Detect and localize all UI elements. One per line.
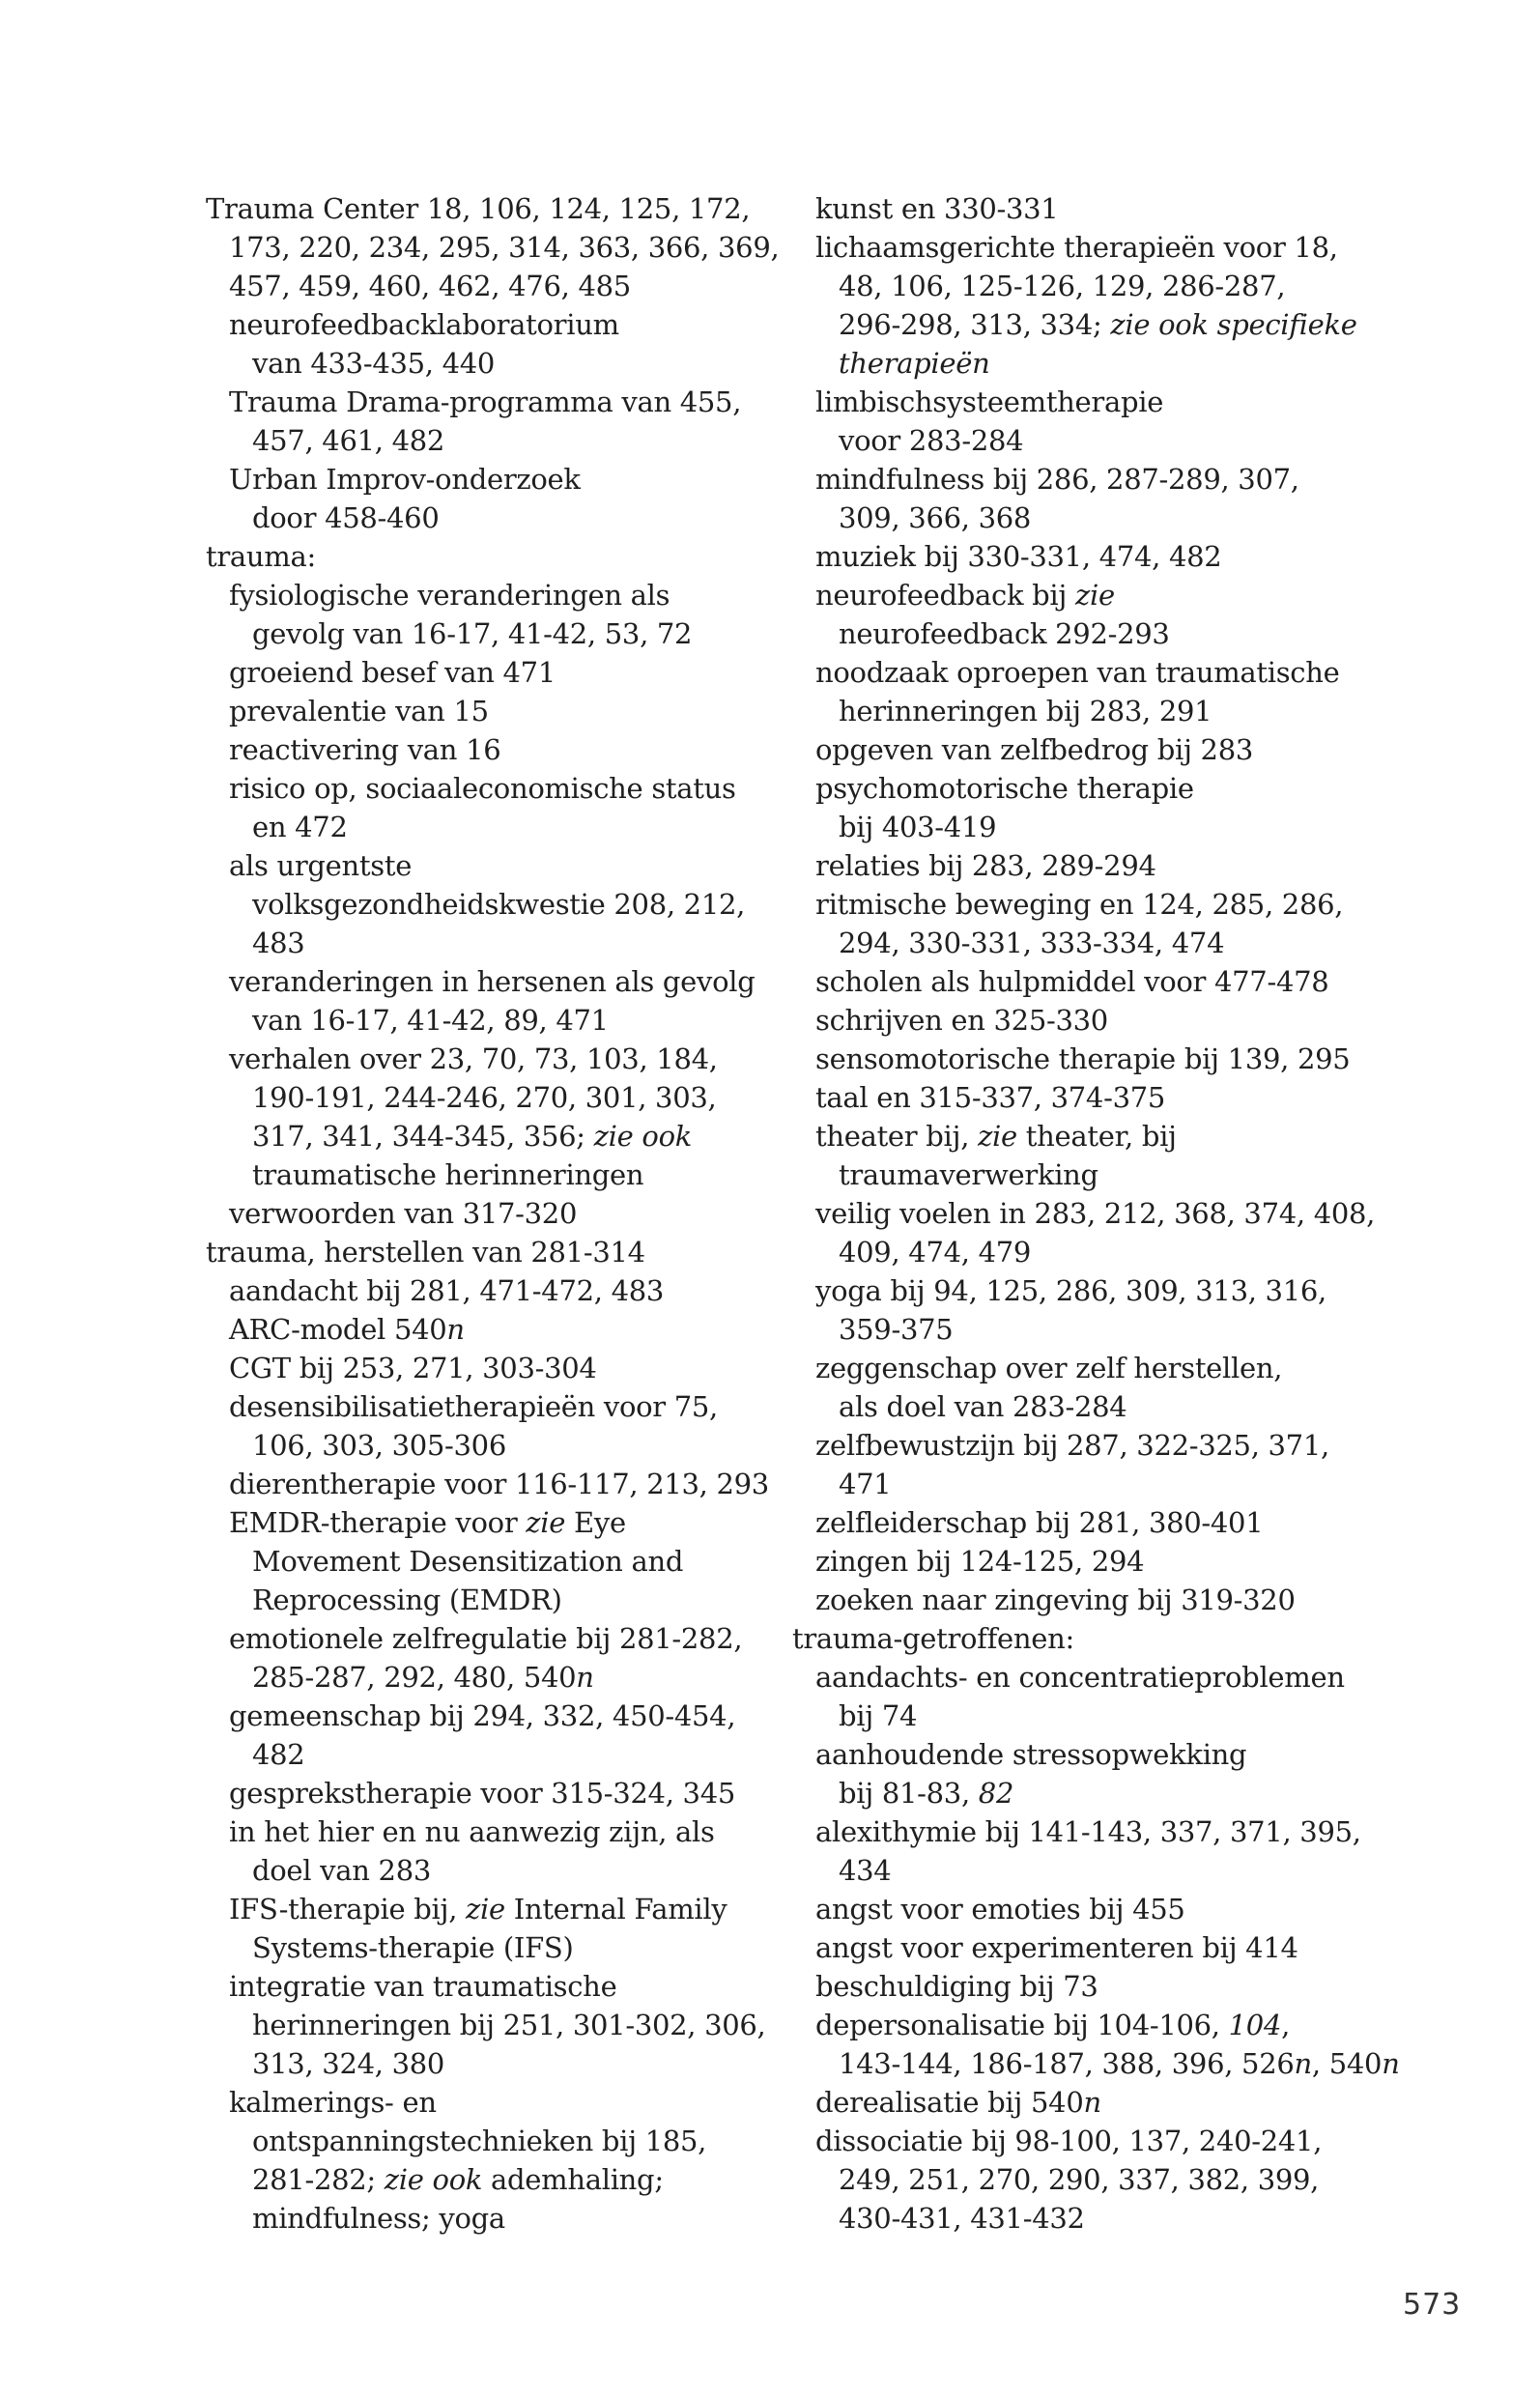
index-text: veilig voelen in 283, 212, 368, 374, 408, <box>815 1197 1376 1230</box>
page-number: 573 <box>1403 2288 1462 2322</box>
index-line <box>792 1928 1372 1967</box>
index-column-left <box>206 189 795 2238</box>
index-text: dissociatie bij 98-100, 137, 240-241, <box>815 2125 1323 2157</box>
index-text: verhalen over 23, 70, 73, 103, 184, <box>229 1042 718 1075</box>
index-text: gevolg van 16-17, 41-42, 53, 72 <box>252 617 693 650</box>
index-text: mindfulness; yoga <box>252 2202 505 2235</box>
index-line <box>206 1117 795 1155</box>
index-text: neurofeedbacklaboratorium <box>229 308 619 341</box>
index-line <box>206 1387 795 1426</box>
index-text: van 16-17, 41-42, 89, 471 <box>252 1004 609 1037</box>
index-line <box>792 421 1372 460</box>
index-text: aandachts- en concentratieproblemen <box>815 1661 1345 1694</box>
index-italic-text: zie ook <box>384 2163 483 2196</box>
index-line <box>792 885 1372 924</box>
index-text: taal en 315-337, 374-375 <box>815 1081 1166 1114</box>
index-text: zelfbewustzijn bij 287, 322-325, 371, <box>815 1429 1329 1462</box>
index-text: 457, 461, 482 <box>252 424 445 457</box>
index-text: Reprocessing (EMDR) <box>252 1583 562 1616</box>
index-text: als urgentste <box>229 849 413 882</box>
index-italic-text: 104 <box>1228 2009 1282 2041</box>
index-line <box>206 189 795 228</box>
index-text: trauma: <box>206 540 316 573</box>
index-text: desensibilisatietherapieën voor 75, <box>229 1390 718 1423</box>
index-text: fysiologische veranderingen als <box>229 579 670 612</box>
index-italic-text: n <box>446 1313 465 1346</box>
index-italic-text: zie <box>1075 579 1115 612</box>
index-italic-text: zie ook <box>593 1120 692 1153</box>
index-text: 313, 324, 380 <box>252 2047 445 2080</box>
index-text: 471 <box>839 1468 892 1500</box>
index-text: beschuldiging bij 73 <box>815 1970 1098 2003</box>
index-text: 409, 474, 479 <box>839 1236 1032 1269</box>
index-line <box>792 1078 1372 1117</box>
index-text: aandacht bij 281, 471-472, 483 <box>229 1274 665 1307</box>
index-text: CGT bij 253, 271, 303-304 <box>229 1352 597 1384</box>
index-text: angst voor experimenteren bij 414 <box>815 1931 1298 1964</box>
index-line <box>206 2160 795 2199</box>
index-text: 457, 459, 460, 462, 476, 485 <box>229 270 631 302</box>
index-line <box>792 1117 1372 1155</box>
index-text: sensomotorische therapie bij 139, 295 <box>815 1042 1351 1075</box>
index-line <box>792 769 1372 808</box>
index-text: opgeven van zelfbedrog bij 283 <box>815 733 1254 766</box>
index-text: psychomotorische therapie <box>815 772 1194 805</box>
index-text: 281-282; <box>252 2163 385 2196</box>
index-line <box>206 1503 795 1542</box>
index-text: 249, 251, 270, 290, 337, 382, 399, <box>839 2163 1320 2196</box>
index-text: yoga bij 94, 125, 286, 309, 313, 316, <box>815 1274 1326 1307</box>
index-line <box>792 614 1372 653</box>
index-text: trauma-getroffenen: <box>792 1622 1074 1655</box>
index-text: noodzaak oproepen van traumatische <box>815 656 1340 689</box>
index-text: 173, 220, 234, 295, 314, 363, 366, 369, <box>229 231 780 264</box>
index-line <box>206 1619 795 1658</box>
index-text: reactivering van 16 <box>229 733 501 766</box>
index-text: 430-431, 431-432 <box>839 2202 1085 2235</box>
index-line <box>206 653 795 692</box>
index-text: scholen als hulpmiddel voor 477-478 <box>815 965 1329 998</box>
index-line <box>206 460 795 499</box>
index-text: 317, 341, 344-345, 356; <box>252 1120 594 1153</box>
index-text: bij 74 <box>839 1699 918 1732</box>
index-text: 294, 330-331, 333-334, 474 <box>839 927 1225 959</box>
index-text: theater bij, <box>815 1120 979 1153</box>
index-line <box>792 2083 1372 2122</box>
index-line <box>206 924 795 962</box>
index-line <box>792 924 1372 962</box>
index-line <box>792 1465 1372 1503</box>
index-line <box>206 846 795 885</box>
index-text: angst voor emoties bij 455 <box>815 1893 1185 1925</box>
index-text: prevalentie van 15 <box>229 695 489 727</box>
index-text: van 433-435, 440 <box>252 347 496 380</box>
index-text: bij 403-419 <box>839 811 997 843</box>
index-italic-text: n <box>576 1661 594 1694</box>
index-text: kalmerings- en <box>229 2086 437 2119</box>
index-text: Systems-therapie (IFS) <box>252 1931 574 1964</box>
index-line <box>792 1426 1372 1465</box>
index-line <box>792 228 1372 267</box>
index-line <box>792 1194 1376 1233</box>
index-line <box>206 2199 795 2238</box>
index-text: als doel van 283-284 <box>839 1390 1127 1423</box>
index-line <box>206 1233 795 1271</box>
index-line <box>206 614 795 653</box>
index-italic-text: n <box>1294 2047 1312 2080</box>
index-italic-text: zie <box>466 1893 505 1925</box>
index-text: verwoorden van 317-320 <box>229 1197 578 1230</box>
index-text: herinneringen bij 251, 301-302, 306, <box>252 2009 766 2041</box>
index-line <box>206 2083 795 2122</box>
index-text: risico op, sociaaleconomische status <box>229 772 736 805</box>
index-line <box>206 692 795 730</box>
index-line <box>792 2160 1372 2199</box>
index-line <box>792 383 1372 421</box>
index-line <box>792 1774 1372 1812</box>
index-text: ritmische beweging en 124, 285, 286, <box>815 888 1344 921</box>
index-line <box>206 1928 795 1967</box>
index-text: IFS-therapie bij, <box>229 1893 467 1925</box>
index-text: traumatische herinneringen <box>252 1158 644 1191</box>
index-line <box>206 1155 795 1194</box>
index-line <box>206 1040 795 1078</box>
index-line <box>206 2122 795 2160</box>
index-line <box>792 1581 1372 1619</box>
index-text: Internal Family <box>504 1893 727 1925</box>
index-line <box>792 1542 1372 1581</box>
index-line <box>792 1658 1372 1697</box>
index-line <box>792 962 1372 1001</box>
index-line <box>206 1774 795 1812</box>
index-text: 106, 303, 305-306 <box>252 1429 506 1462</box>
index-text: EMDR-therapie voor <box>229 1506 527 1539</box>
index-text: depersonalisatie bij 104-106, <box>815 2009 1229 2041</box>
index-italic-text: zie ook specifieke <box>1110 308 1357 341</box>
index-text: mindfulness bij 286, 287-289, 307, <box>815 463 1299 496</box>
index-text: herinneringen bij 283, 291 <box>839 695 1212 727</box>
index-line <box>206 1001 795 1040</box>
index-line <box>792 1040 1372 1078</box>
index-text: gemeenschap bij 294, 332, 450-454, <box>229 1699 736 1732</box>
index-line <box>792 846 1372 885</box>
index-text: muziek bij 330-331, 474, 482 <box>815 540 1222 573</box>
index-line <box>792 1155 1372 1194</box>
index-line <box>206 344 795 383</box>
index-text: Trauma Center 18, 106, 124, 125, 172, <box>206 192 751 225</box>
index-text: volksgezondheidskwestie 208, 212, <box>252 888 746 921</box>
index-line <box>792 499 1372 537</box>
index-line <box>206 1194 795 1233</box>
index-column-right <box>792 189 1400 2238</box>
index-text: zoeken naar zingeving bij 319-320 <box>815 1583 1296 1616</box>
index-text: lichaamsgerichte therapieën voor 18, <box>815 231 1338 264</box>
index-text: zingen bij 124-125, 294 <box>815 1545 1145 1578</box>
index-line <box>206 228 795 267</box>
index-line <box>792 1233 1372 1271</box>
index-line <box>206 808 795 846</box>
index-line <box>206 305 795 344</box>
index-line <box>206 2044 795 2083</box>
index-text: , 540 <box>1311 2047 1383 2080</box>
index-line <box>792 1001 1372 1040</box>
index-line <box>792 189 1372 228</box>
index-text: limbischsysteemtherapie <box>815 385 1164 418</box>
index-line <box>206 1890 795 1928</box>
index-text: door 458-460 <box>252 501 440 534</box>
index-italic-text: n <box>1083 2086 1101 2119</box>
index-text: zelfleiderschap bij 281, 380-401 <box>815 1506 1264 1539</box>
index-text: alexithymie bij 141-143, 337, 371, 395, <box>815 1815 1361 1848</box>
index-line <box>792 1503 1372 1542</box>
index-text: groeiend besef van 471 <box>229 656 556 689</box>
index-line <box>206 962 795 1001</box>
index-line <box>206 1851 795 1890</box>
index-text: 359-375 <box>839 1313 954 1346</box>
index-text: 190-191, 244-246, 270, 301, 303, <box>252 1081 717 1114</box>
index-text: schrijven en 325-330 <box>815 1004 1108 1037</box>
index-text: theater, bij <box>1016 1120 1177 1153</box>
index-line <box>206 1271 795 1310</box>
index-line <box>792 1271 1372 1310</box>
index-italic-text: therapieën <box>839 347 990 380</box>
index-line <box>792 344 1372 383</box>
index-text: bij 81-83, <box>839 1777 979 1810</box>
index-line <box>792 1890 1372 1928</box>
index-line <box>792 1619 1372 1658</box>
index-line <box>792 537 1372 576</box>
index-italic-text: 82 <box>978 1777 1014 1810</box>
index-text: relaties bij 283, 289-294 <box>815 849 1156 882</box>
index-text: 482 <box>252 1738 305 1771</box>
index-line <box>792 2044 1400 2083</box>
index-line <box>206 499 795 537</box>
index-text: kunst en 330-331 <box>815 192 1059 225</box>
index-line <box>206 1697 795 1735</box>
index-text: aanhoudende stressopwekking <box>815 1738 1247 1771</box>
index-text: zeggenschap over zelf herstellen, <box>815 1352 1283 1384</box>
index-italic-text: zie <box>526 1506 566 1539</box>
index-text: veranderingen in hersenen als gevolg <box>229 965 756 998</box>
index-line <box>792 2199 1372 2238</box>
index-line <box>206 267 795 305</box>
index-line <box>792 1349 1372 1387</box>
index-text: Eye <box>565 1506 626 1539</box>
index-line <box>792 1812 1372 1851</box>
index-text: 309, 366, 368 <box>839 501 1032 534</box>
index-text: voor 283-284 <box>839 424 1024 457</box>
index-line <box>206 1542 795 1581</box>
index-line <box>792 305 1372 344</box>
index-line <box>206 1735 795 1774</box>
index-text: derealisatie bij 540 <box>815 2086 1084 2119</box>
index-line <box>206 730 795 769</box>
index-line <box>792 460 1372 499</box>
index-text: 48, 106, 125-126, 129, 286-287, <box>839 270 1286 302</box>
index-text: neurofeedback 292-293 <box>839 617 1170 650</box>
index-line <box>206 537 795 576</box>
index-text: , <box>1281 2009 1291 2041</box>
index-text: Urban Improv-onderzoek <box>229 463 581 496</box>
index-line <box>792 808 1372 846</box>
index-text: gesprekstherapie voor 315-324, 345 <box>229 1777 735 1810</box>
index-line <box>792 1697 1372 1735</box>
index-text: 434 <box>839 1854 892 1887</box>
index-line <box>792 2122 1372 2160</box>
index-line <box>792 692 1372 730</box>
index-text: ademhaling; <box>482 2163 664 2196</box>
index-text: 483 <box>252 927 305 959</box>
index-text: ontspanningstechnieken bij 185, <box>252 2125 707 2157</box>
index-line <box>206 1812 795 1851</box>
index-text: dierentherapie voor 116-117, 213, 293 <box>229 1468 769 1500</box>
index-line <box>206 2006 795 2044</box>
index-line <box>206 576 795 614</box>
index-text: integratie van traumatische <box>229 1970 617 2003</box>
index-line <box>792 576 1372 614</box>
index-line <box>792 1735 1372 1774</box>
index-line <box>792 2006 1372 2044</box>
index-text: 296-298, 313, 334; <box>839 308 1111 341</box>
index-line <box>792 653 1372 692</box>
index-text: emotionele zelfregulatie bij 281-282, <box>229 1622 743 1655</box>
index-line <box>792 1851 1372 1890</box>
index-line <box>206 1658 795 1697</box>
index-line <box>206 1078 795 1117</box>
index-text: neurofeedback bij <box>815 579 1075 612</box>
index-line <box>792 267 1372 305</box>
index-line <box>206 885 795 924</box>
index-text: trauma, herstellen van 281-314 <box>206 1236 645 1269</box>
index-line <box>792 1967 1372 2006</box>
index-line <box>206 1426 795 1465</box>
index-line <box>206 1581 795 1619</box>
index-line <box>206 1349 795 1387</box>
index-line <box>792 1310 1372 1349</box>
index-line <box>206 1465 795 1503</box>
index-text: Trauma Drama-programma van 455, <box>229 385 742 418</box>
index-line <box>792 1387 1372 1426</box>
index-line <box>206 421 795 460</box>
index-text: traumaverwerking <box>839 1158 1098 1191</box>
index-line <box>206 1310 795 1349</box>
index-text: in het hier en nu aanwezig zijn, als <box>229 1815 715 1848</box>
index-text: 143-144, 186-187, 388, 396, 526 <box>839 2047 1295 2080</box>
index-text: doel van 283 <box>252 1854 431 1887</box>
index-text: Movement Desensitization and <box>252 1545 684 1578</box>
index-italic-text: zie <box>978 1120 1017 1153</box>
index-line <box>206 769 795 808</box>
index-text: en 472 <box>252 811 348 843</box>
index-line <box>792 730 1372 769</box>
index-text: 285-287, 292, 480, 540 <box>252 1661 577 1694</box>
index-italic-text: n <box>1382 2047 1400 2080</box>
index-line <box>206 383 795 421</box>
index-text: ARC-model 540 <box>229 1313 447 1346</box>
index-line <box>206 1967 795 2006</box>
